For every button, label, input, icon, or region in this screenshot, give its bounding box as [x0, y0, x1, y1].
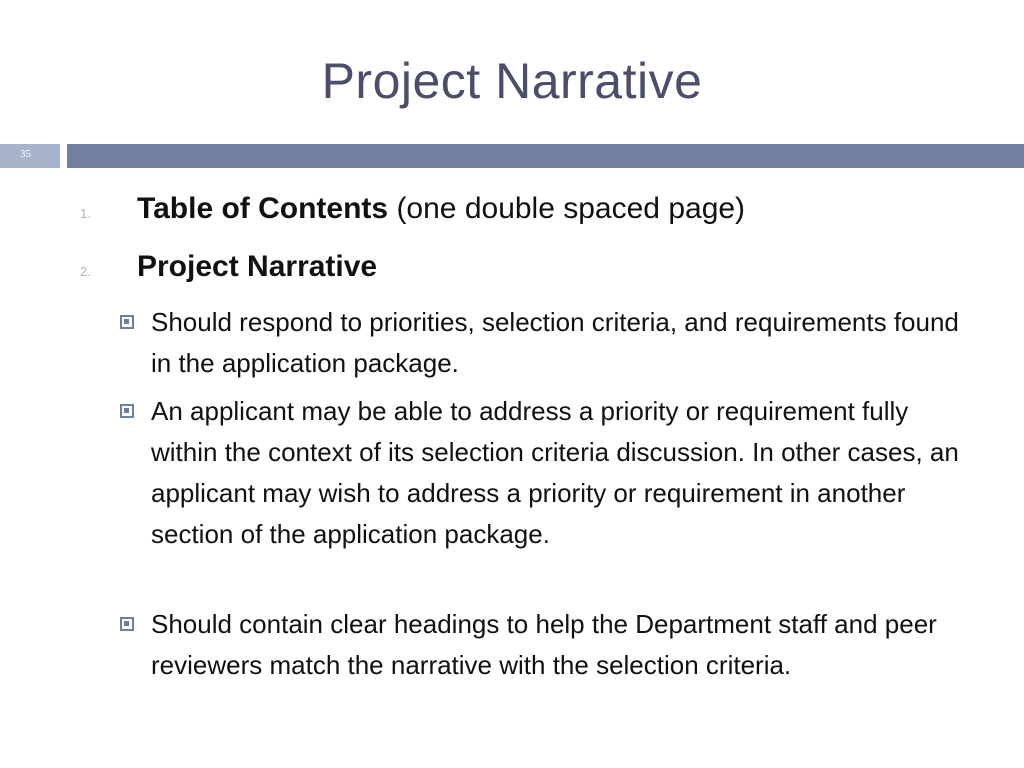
bullet-text: An applicant may be able to address a priority or requirement fully within the context of its selection criteria discussion. In other cases, an applicant may wish to address a priority or requirement in another section of the application package.	[151, 396, 959, 549]
list-item-number: 1.	[80, 206, 91, 221]
list-item-text	[137, 192, 745, 226]
bullet-text: Should respond to priorities, selection criteria, and requirements found in the application package.	[151, 307, 959, 378]
list-item-number: 2.	[80, 264, 91, 279]
list-item-bold-text: Project Narrative	[137, 250, 378, 283]
list-item-bold-text: Table of Contents	[137, 192, 389, 225]
bullet-item	[120, 391, 980, 555]
square-bullet-icon	[120, 315, 134, 329]
list-item-rest-text: (one double spaced page)	[388, 192, 746, 225]
list-item-text	[137, 250, 377, 284]
bullet-text: Should contain clear headings to help the Department staff and peer reviewers match the narrative with the selection criteria.	[151, 609, 937, 680]
bullet-item	[120, 302, 980, 384]
slide-number: 35	[20, 148, 31, 160]
slide-title: Project Narrative	[321, 53, 703, 109]
square-bullet-icon	[120, 404, 134, 418]
bullet-item	[120, 604, 980, 686]
square-bullet-icon	[120, 617, 134, 631]
